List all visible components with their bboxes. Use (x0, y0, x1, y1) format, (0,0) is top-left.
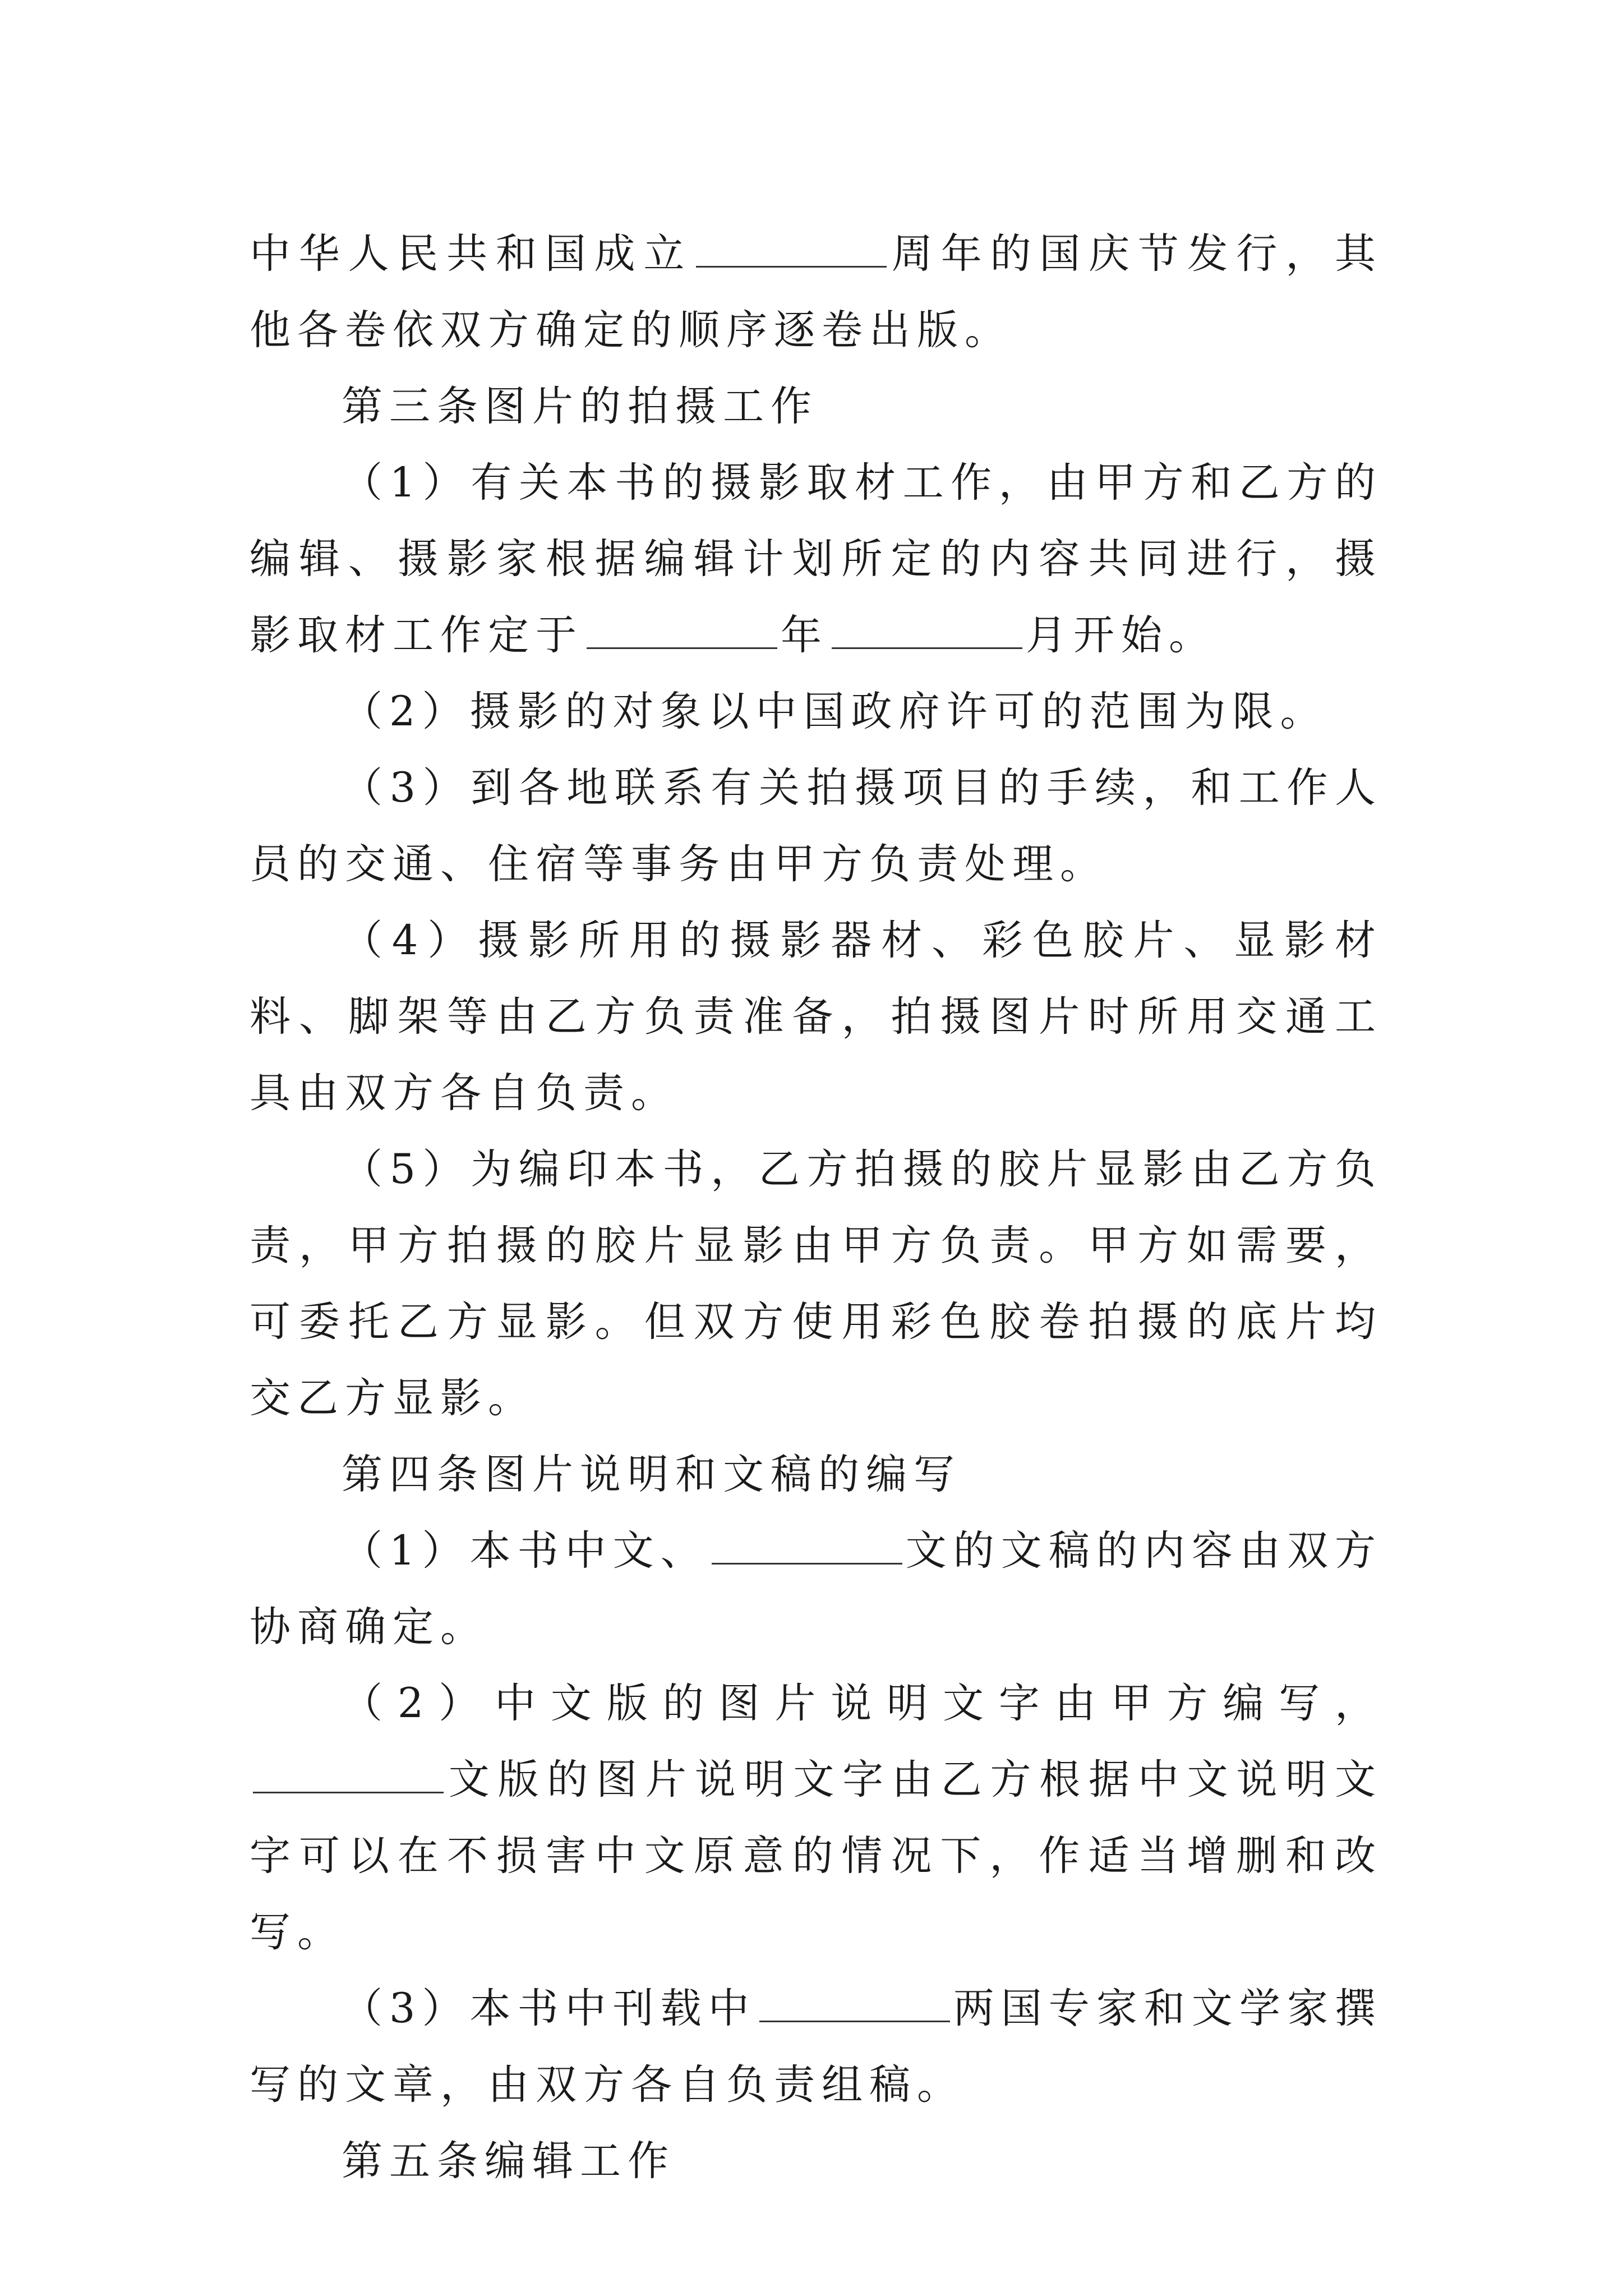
document-page (250, 216, 1382, 2200)
paragraph (250, 903, 1382, 1131)
fill-in-blank (587, 614, 777, 649)
paragraph-text: 文版的图片说明文字由乙方根据中文说明文字可以在不损害中文原意的情况下，作适当增删和改写。 (250, 1756, 1382, 1956)
paragraph-text: 中华人民共和国成立 (250, 230, 693, 278)
paragraph-text: （1）本书中文、 (342, 1527, 708, 1575)
paragraph-text: （3）到各地联系有关拍摄项目的手续，和工作人员的交通、住宿等事务由甲方负责处理。 (250, 764, 1382, 888)
fill-in-blank (253, 1758, 444, 1793)
paragraph-text: （2）中文版的图片说明文字由甲方编写， (342, 1680, 1382, 1727)
paragraph (250, 369, 1382, 445)
fill-in-blank (759, 1987, 950, 2022)
paragraph (250, 1513, 1382, 1665)
paragraph-text: （4）摄影所用的摄影器材、彩色胶片、显影材料、脚架等由乙方负责准备，拍摄图片时所用交通工具由双方各自负责。 (250, 917, 1382, 1117)
paragraph-text: 年 (781, 611, 828, 659)
paragraph (250, 216, 1382, 369)
paragraph (250, 1665, 1382, 1971)
paragraph-text: 文的文稿的内容由双方协商确定。 (250, 1527, 1383, 1651)
paragraph-text: （3）本书中刊载中 (342, 1985, 756, 2032)
paragraph-text: 第三条图片的拍摄工作 (342, 383, 818, 430)
fill-in-blank (712, 1529, 902, 1565)
paragraph (250, 674, 1382, 750)
fill-in-blank (832, 614, 1022, 649)
paragraph-text: 第四条图片说明和文稿的编写 (342, 1451, 961, 1498)
paragraph-text: 两国专家和文学家撰写的文章，由双方各自负责组稿。 (250, 1985, 1382, 2109)
paragraph (250, 445, 1382, 674)
paragraph-text: 月开始。 (1026, 611, 1216, 659)
paragraph (250, 1971, 1382, 2123)
paragraph (250, 1437, 1382, 1513)
paragraph-text: 周年的国庆节发行，其他各卷依双方确定的顺序逐卷出版。 (250, 230, 1383, 354)
paragraph-text: （1）有关本书的摄影取材工作，由甲方和乙方的编辑、摄影家根据编辑计划所定的内容共同进行，摄影取材工作定于 (250, 459, 1382, 659)
paragraph (250, 2123, 1382, 2200)
paragraph-text: （2）摄影的对象以中国政府许可的范围为限。 (342, 688, 1328, 735)
paragraph-text: 第五条编辑工作 (342, 2137, 675, 2185)
paragraph (250, 1131, 1382, 1437)
fill-in-blank (696, 232, 887, 268)
paragraph (250, 750, 1382, 903)
paragraph-text: （5）为编印本书，乙方拍摄的胶片显影由乙方负责，甲方拍摄的胶片显影由甲方负责。甲方如需要，可委托乙方显影。但双方使用彩色胶卷拍摄的底片均交乙方显影。 (250, 1145, 1382, 1422)
